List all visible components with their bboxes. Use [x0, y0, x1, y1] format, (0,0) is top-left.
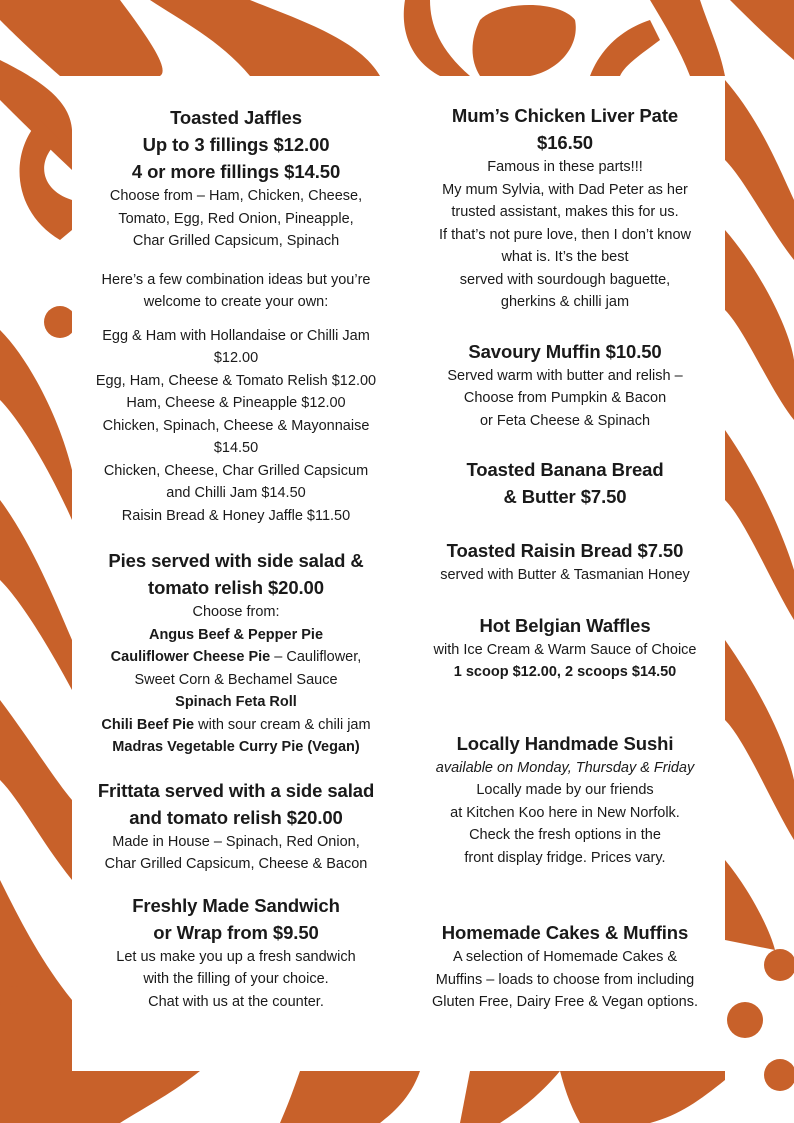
sushi-desc-line: at Kitchen Koo here in New Norfolk.	[450, 804, 680, 821]
sushi-desc-line: front display fridge. Prices vary.	[464, 849, 666, 866]
menu-panel	[72, 76, 725, 1071]
sushi-desc-line: Check the fresh options in the	[469, 827, 661, 843]
jaffles-price-line: Up to 3 fillings $12.00	[142, 134, 330, 155]
raisin-bread-section	[410, 537, 720, 587]
cakes-section	[410, 919, 720, 1014]
savoury-muffin-section	[410, 338, 720, 433]
jaffle-combo: Raisin Bread & Honey Jaffle $11.50	[121, 507, 351, 524]
pate-desc-line: If that’s not pure love, then I don’t know	[438, 226, 692, 243]
pie-angus-beef: Angus Beef & Pepper Pie	[148, 626, 324, 643]
leaf-shape	[730, 0, 794, 60]
leaf-shape	[0, 330, 72, 520]
toasted-jaffles-section	[86, 104, 386, 527]
muffin-desc-line: or Feta Cheese & Spinach	[479, 412, 651, 429]
berry-shape	[727, 1002, 763, 1038]
sandwich-desc-line: Let us make you up a fresh sandwich	[116, 948, 356, 965]
frittata-desc-line: Char Grilled Capsicum, Cheese & Bacon	[104, 856, 368, 872]
waffles-title: Hot Belgian Waffles	[479, 614, 651, 636]
leaf-shape	[0, 880, 72, 1071]
sushi-section	[410, 730, 720, 870]
sandwich-section	[86, 892, 386, 1014]
jaffle-combo: Egg & Ham with Hollandaise or Chilli Jam	[102, 327, 370, 344]
leaf-shape	[0, 700, 72, 880]
pate-desc-line: what is. It’s the best	[501, 249, 629, 265]
cakes-title: Homemade Cakes & Muffins	[441, 922, 689, 943]
muffin-title: Savoury Muffin $10.50	[468, 340, 662, 362]
leaf-shape	[0, 500, 72, 690]
pies-title-line: Pies served with side salad &	[108, 550, 364, 571]
jaffles-intro-line: welcome to create your own:	[143, 294, 329, 310]
sandwich-title-line: Freshly Made Sandwich	[132, 894, 340, 916]
berry-shape	[764, 1059, 794, 1091]
sandwich-title-line: or Wrap from $9.50	[153, 921, 319, 943]
jaffles-title-line: Toasted Jaffles	[170, 107, 302, 128]
jaffle-combo: $12.00	[213, 350, 259, 366]
cakes-desc-line: Muffins – loads to choose from including	[435, 971, 695, 988]
leaf-shape	[460, 1071, 560, 1123]
leaf-shape	[725, 230, 794, 420]
jaffles-intro-line: Here’s a few combination ideas but you’re	[101, 271, 371, 288]
pate-title-line: Mum’s Chicken Liver Pate	[451, 105, 679, 126]
jaffles-choose-line: Choose from – Ham, Chicken, Cheese,	[109, 188, 363, 204]
muffin-desc-line: Served warm with butter and relish –	[447, 367, 683, 384]
pate-desc-line: trusted assistant, makes this for us.	[451, 204, 679, 220]
pate-desc-line: gherkins & chilli jam	[500, 294, 630, 310]
waffles-section	[410, 612, 720, 684]
pate-desc-line: My mum Sylvia, with Dad Peter as her	[442, 181, 688, 198]
leaf-shape	[590, 20, 660, 76]
pie-cauliflower-desc: – Cauliflower,	[270, 649, 362, 665]
leaf-shape	[725, 860, 775, 950]
leaf-shape	[0, 1071, 200, 1123]
raisin-title: Toasted Raisin Bread $7.50	[446, 540, 684, 561]
banana-title-line: Toasted Banana Bread	[466, 459, 664, 480]
menu-right-column	[410, 76, 720, 1014]
pies-title-line: tomato relish $20.00	[148, 577, 324, 598]
pate-price: $16.50	[537, 132, 593, 153]
leaf-shape	[725, 80, 794, 260]
frittata-title-line: and tomato relish $20.00	[129, 806, 343, 828]
pie-chili-beef	[86, 714, 386, 737]
pie-madras: Madras Vegetable Curry Pie (Vegan)	[112, 739, 360, 755]
berry-shape	[0, 986, 28, 1014]
pate-desc-line: served with sourdough baguette,	[459, 271, 671, 288]
banana-bread-section	[410, 456, 720, 510]
pate-section	[410, 102, 720, 314]
leaf-shape	[150, 0, 380, 76]
jaffle-combo: and Chilli Jam $14.50	[166, 485, 306, 501]
strawberry-shape	[473, 5, 576, 76]
sandwich-desc-line: Chat with us at the counter.	[148, 993, 324, 1010]
leaf-shape	[404, 0, 470, 76]
jaffle-combo: Ham, Cheese & Pineapple $12.00	[126, 395, 346, 411]
jaffles-choose-line: Char Grilled Capsicum, Spinach	[132, 233, 340, 249]
berry-shape	[764, 949, 794, 981]
leaf-shape	[280, 1071, 420, 1123]
jaffles-choose-line: Tomato, Egg, Red Onion, Pineapple,	[118, 210, 354, 227]
sushi-desc-line: Locally made by our friends	[476, 782, 654, 798]
sushi-days: available on Monday, Thursday & Friday	[435, 759, 695, 776]
waffles-prices: 1 scoop $12.00, 2 scoops $14.50	[453, 664, 677, 680]
leaf-shape	[725, 430, 794, 620]
frittata-section	[86, 777, 386, 876]
pie-cauliflower-name: Cauliflower Cheese Pie	[110, 649, 271, 665]
jaffles-price-line: 4 or more fillings $14.50	[131, 161, 341, 182]
frittata-title-line: Frittata served with a side salad	[97, 779, 375, 801]
pies-choose-label: Choose from:	[192, 604, 280, 620]
pie-cauliflower	[86, 646, 386, 669]
frittata-desc-line: Made in House – Spinach, Red Onion,	[112, 833, 360, 850]
leaf-shape	[560, 1071, 725, 1123]
muffin-desc-line: Choose from Pumpkin & Bacon	[463, 390, 667, 406]
leaf-shape	[725, 640, 794, 840]
jaffle-combo: Egg, Ham, Cheese & Tomato Relish $12.00	[95, 372, 377, 389]
raisin-desc: served with Butter & Tasmanian Honey	[440, 567, 690, 583]
pie-chili-name: Chili Beef Pie	[101, 716, 195, 733]
leaf-shape	[0, 0, 163, 76]
jaffle-combo: $14.50	[213, 440, 259, 456]
cakes-desc-line: A selection of Homemade Cakes &	[452, 949, 678, 965]
pate-desc-line: Famous in these parts!!!	[487, 159, 643, 175]
sandwich-desc-line: with the filling of your choice.	[143, 971, 329, 987]
waffles-desc: with Ice Cream & Warm Sauce of Choice	[433, 641, 697, 658]
menu-left-column	[86, 76, 386, 1013]
jaffle-combo: Chicken, Spinach, Cheese & Mayonnaise	[102, 417, 370, 434]
cakes-desc-line: Gluten Free, Dairy Free & Vegan options.	[432, 994, 698, 1010]
pie-spinach-feta: Spinach Feta Roll	[175, 694, 297, 710]
pie-chili-desc: with sour cream & chili jam	[194, 716, 371, 733]
sushi-title: Locally Handmade Sushi	[456, 732, 674, 754]
pies-section	[86, 547, 386, 759]
jaffle-combo: Chicken, Cheese, Char Grilled Capsicum	[103, 462, 369, 479]
leaf-shape	[650, 0, 725, 76]
banana-title-line: & Butter $7.50	[503, 486, 627, 507]
pie-cauliflower-desc-line: Sweet Corn & Bechamel Sauce	[134, 671, 338, 688]
